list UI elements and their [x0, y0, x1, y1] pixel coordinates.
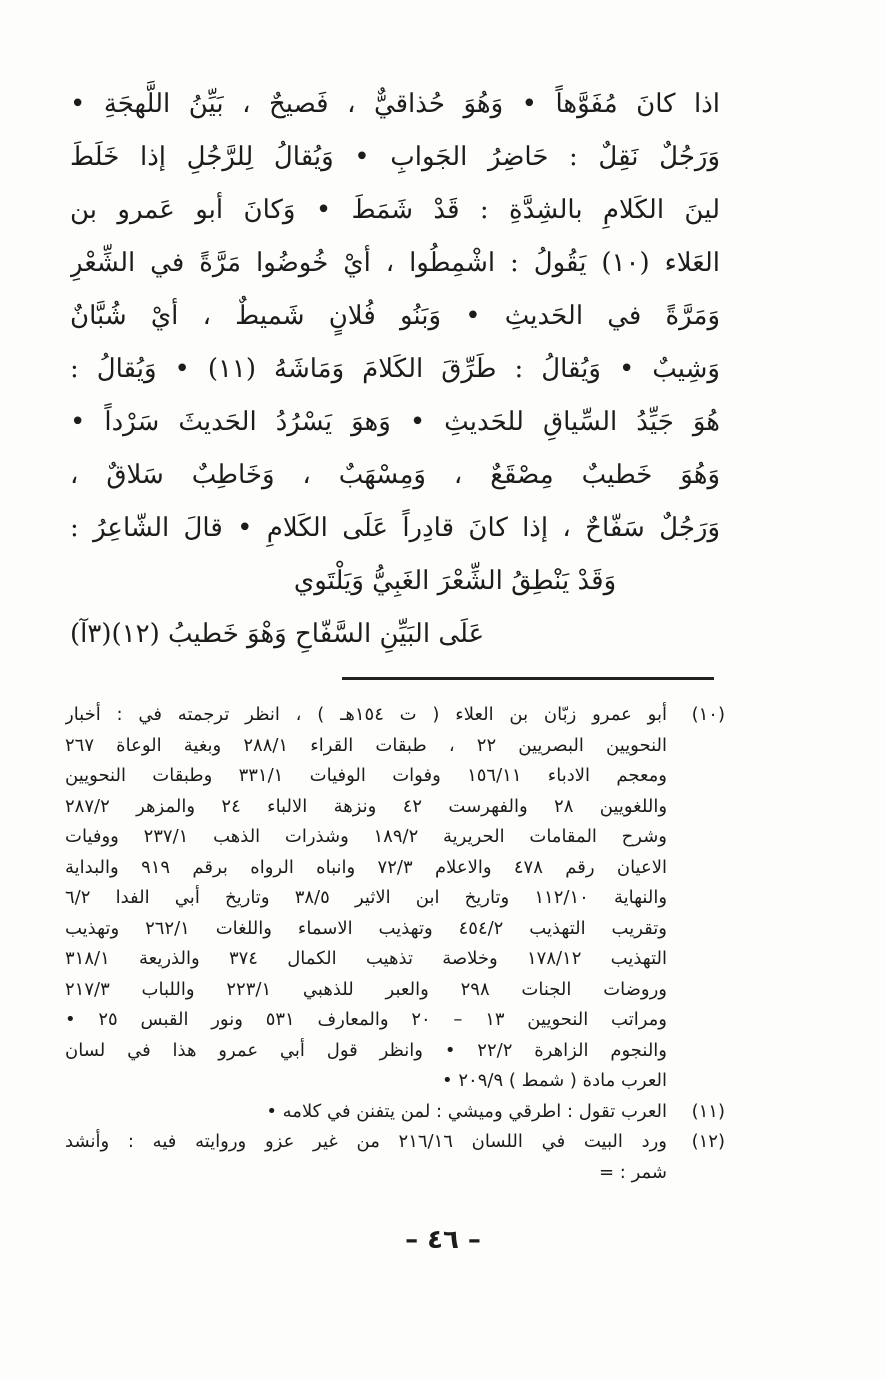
body-line: وَشِيبٌ • وَيُقالُ : طَرِّقَ الكَلامَ وَمَاشَهُ (١١) • وَيُقالُ : — [70, 354, 720, 384]
footnote-12-first-line — [65, 1127, 725, 1158]
footnote-line: وشرح المقامات الحريرية ١٨٩/٢ وشذرات الذهب ٢٣٧/١ ووفيات — [65, 826, 667, 847]
page-number: – ٤٦ – — [405, 1225, 481, 1255]
body-line: وَهُوَ خَطيبٌ مِصْقَعٌ ، وَمِسْهَبٌ ، وَخَاطِبٌ سَلاقٌ ، — [70, 460, 720, 490]
footnote-text: ورد البيت في اللسان ٢١٦/١٦ من غير عزو وروايته فيه : وأنشد — [65, 1131, 668, 1152]
footnote-line: ومعجم الادباء ١٥٦/١١ وفوات الوفيات ٣٣١/١ وطبقات النحويين — [65, 765, 667, 786]
footnote-line: النحويين البصريين ٢٢ ، طبقات القراء ٢٨٨/١ وبغية الوعاة ٢٦٧ — [65, 734, 667, 756]
footnote-11 — [65, 1097, 725, 1128]
footnote-line: التهذيب ١٧٨/١٢ وخلاصة تذهيب الكمال ٣٧٤ والذريعة ٣١٨/١ — [65, 948, 668, 969]
body-line: هُوَ جَيِّدُ السِّياقِ للحَديثِ • وَهوَ يَسْرُدُ الحَديثَ سَرْداً • — [70, 407, 720, 437]
main-text — [70, 78, 720, 661]
body-line: وَرَجُلٌ نَقِلٌ : حَاضِرُ الجَوابِ • وَيُقالُ لِلرَّجُلِ إذا خَلَطَ — [70, 142, 720, 172]
footnote-separator — [342, 677, 714, 680]
footnote-text: أبو عمرو زبّان بن العلاء ( ت ١٥٤هـ ) ، انظر ترجمته في : أخبار — [65, 704, 667, 725]
verse-line-1: وَقَدْ يَنْطِقُ الشِّعْرَ الغَبِيُّ وَيَلْتَوي — [293, 566, 617, 596]
footnote-number: (١١) — [691, 1100, 725, 1122]
footnote-line: الاعيان رقم ٤٧٨ والاعلام ٧٢/٣ وانباه الرواه برقم ٩١٩ والبداية — [65, 856, 667, 878]
footnote-line: وتقريب التهذيب ٤٥٤/٢ وتهذيب الاسماء واللغات ٢٦٢/١ وتهذيب — [65, 917, 667, 939]
footnote-line: ومراتب النحويين ١٣ – ٢٠ والمعارف ٥٣١ ونور القبس ٢٥ • — [65, 1009, 667, 1030]
footnote-line: شمر : = — [598, 1161, 667, 1183]
footnotes — [65, 700, 725, 1188]
footnote-line: وروضات الجنات ٢٩٨ والعبر للذهبي ٢٢٣/١ واللباب ٢١٧/٣ — [65, 978, 667, 1000]
footnote-number: (١٢) — [691, 1131, 725, 1152]
footnote-line: واللغويين ٢٨ والفهرست ٤٢ ونزهة الالباء ٢٤ والمزهر ٢٨٧/٢ — [65, 795, 668, 817]
body-line: اذا كانَ مُفَوَّهاً • وَهُوَ حُذاقيٌّ ، فَصيحٌ ، بَيِّنُ اللَّهجَةِ • — [70, 89, 720, 119]
footnote-line: العرب مادة ( شمط ) ٢٠٩/٩ • — [442, 1070, 667, 1091]
body-line: وَرَجُلٌ سَفّاحٌ ، إذا كانَ قادِراً عَلَى الكَلامِ • قالَ الشّاعِرُ : — [70, 513, 720, 543]
body-line: لينَ الكَلامِ بالشِدَّةِ : قَدْ شَمَطَ • وَكانَ أبو عَمرو بن — [70, 195, 720, 225]
footnote-line: والنهاية ١١٢/١٠ وتاريخ ابن الاثير ٣٨/٥ وتاريخ أبي الفدا ٦/٢ — [65, 887, 668, 908]
footnote-line: والنجوم الزاهرة ٢٢/٢ • وانظر قول أبي عمرو هذا في لسان — [65, 1039, 667, 1061]
footnote-number: (١٠) — [691, 704, 725, 725]
verse-line-2: عَلَى البَيِّنِ السَّفّاحِ وَهْوَ خَطيبُ (١٢)(٣آ) — [70, 619, 485, 649]
footnote-10-first-line — [65, 700, 725, 731]
body-line: العَلاء (١٠) يَقُولُ : اشْمِطُوا ، أيْ خُوضُوا مَرَّةً في الشِّعْرِ — [70, 248, 720, 278]
footnote-text: العرب تقول : اطرقي وميشي : لمن يتفنن في كلامه • — [266, 1100, 667, 1122]
body-line: وَمَرَّةً في الحَديثِ • وَبَنُو فُلانٍ شَميطٌ ، أيْ شُبَّانٌ — [70, 301, 720, 331]
